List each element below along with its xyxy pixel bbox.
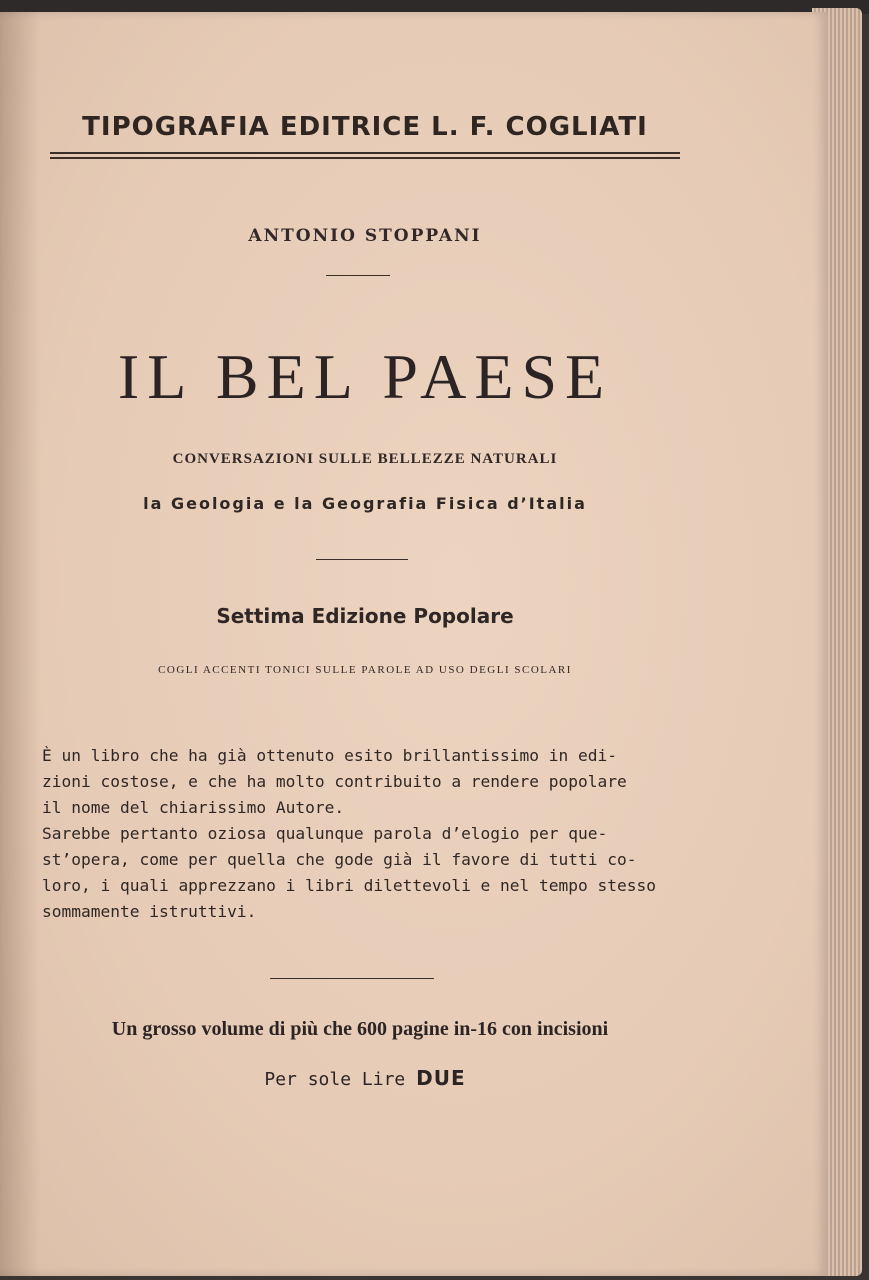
price-value: DUE bbox=[416, 1066, 466, 1090]
author-name: ANTONIO STOPPANI bbox=[248, 226, 482, 246]
edition-label: Settima Edizione Popolare bbox=[216, 604, 514, 628]
paragraph-line: zioni costose, e che ha molto contribuito a rendere popolare bbox=[42, 772, 627, 791]
paragraph-line: st’opera, come per quella che gode già il favore di tutti co- bbox=[42, 850, 637, 869]
book-title: IL BEL PAESE bbox=[117, 341, 613, 412]
book-subject: la Geologia e la Geografia Fisica d’Italia bbox=[143, 494, 587, 513]
gutter-shadow bbox=[0, 12, 40, 1276]
double-rule bbox=[50, 152, 680, 159]
rule-under-subject bbox=[316, 559, 408, 560]
rule-under-author bbox=[326, 275, 390, 276]
volume-description: Un grosso volume di più che 600 pagine in-16 con incisioni bbox=[111, 1018, 609, 1040]
paragraph-line: sommamente istruttivi. bbox=[42, 902, 257, 921]
accent-note: COGLI ACCENTI TONICI SULLE PAROLE AD USO DEGLI SCOLARI bbox=[158, 664, 572, 676]
price-prefix: Per sole Lire bbox=[264, 1069, 406, 1090]
paragraph-line: loro, i quali apprezzano i libri dilettevoli e nel tempo stesso bbox=[42, 876, 656, 895]
paragraph-line: Sarebbe pertanto oziosa qualunque parola d’elogio per que- bbox=[42, 824, 608, 843]
paragraph-line: È un libro che ha già ottenuto esito brillantissimo in edi- bbox=[42, 746, 617, 765]
rule-above-volume bbox=[270, 978, 434, 979]
book-subtitle: CONVERSAZIONI SULLE BELLEZZE NATURALI bbox=[172, 451, 558, 467]
publisher-heading: TIPOGRAFIA EDITRICE L. F. COGLIATI bbox=[82, 112, 648, 142]
paragraph-line: il nome del chiarissimo Autore. bbox=[42, 798, 345, 817]
description-paragraph bbox=[42, 743, 672, 925]
price-line bbox=[50, 1066, 680, 1090]
